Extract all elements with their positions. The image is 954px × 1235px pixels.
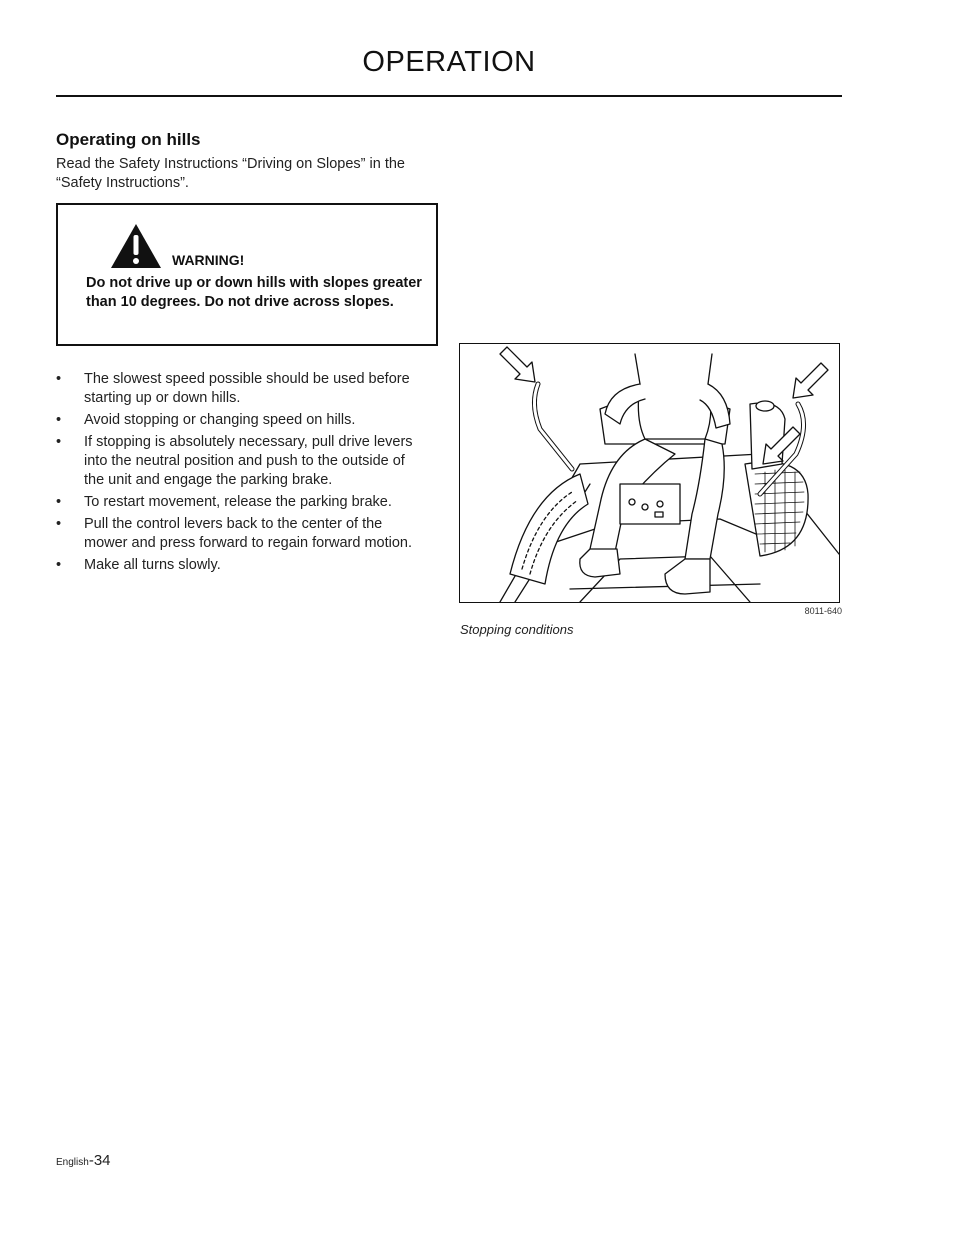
mower-operator-illustration [460,344,839,602]
warning-label: WARNING! [172,252,245,268]
warning-triangle-icon [110,223,162,269]
instruction-list [56,370,416,578]
list-item [56,370,416,408]
header-divider [56,95,842,97]
list-item [56,411,416,430]
figure-caption: Stopping conditions [460,622,574,637]
warning-box [56,203,438,346]
footer-separator: - [88,1152,94,1169]
page-number: 34 [93,1152,111,1169]
list-item [56,493,416,512]
bullet-mark: • [56,557,62,573]
list-item [56,515,416,553]
page-title: OPERATION [362,46,536,78]
figure-illustration [459,343,840,603]
bullet-mark: • [56,412,62,428]
footer-language: English [56,1157,89,1168]
bullet-mark: • [56,434,62,450]
list-item-text: To restart movement, release the parking brake. [84,494,392,510]
figure-code: 8011-640 [804,606,842,616]
warning-text: Do not drive up or down hills with slopes greater than 10 degrees. Do not drive across slopes. [86,275,422,310]
list-item-text: The slowest speed possible should be used before starting up or down hills. [84,371,410,406]
bullet-mark: • [56,371,62,387]
list-item-text: Avoid stopping or changing speed on hills. [84,412,356,428]
page-footer [56,1152,111,1170]
list-item-text: If stopping is absolutely necessary, pull drive levers into the neutral position and push to the outside of the unit and engage the parking brake. [84,434,413,488]
intro-paragraph: Read the Safety Instructions “Driving on Slopes” in the “Safety Instructions”. [56,156,405,191]
bullet-mark: • [56,494,62,510]
section-heading: Operating on hills [56,130,201,149]
list-item-text: Pull the control levers back to the center of the mower and press forward to regain forward motion. [84,516,413,551]
list-item-text: Make all turns slowly. [84,557,221,573]
bullet-mark: • [56,516,62,532]
list-item [56,556,416,575]
list-item [56,433,416,490]
